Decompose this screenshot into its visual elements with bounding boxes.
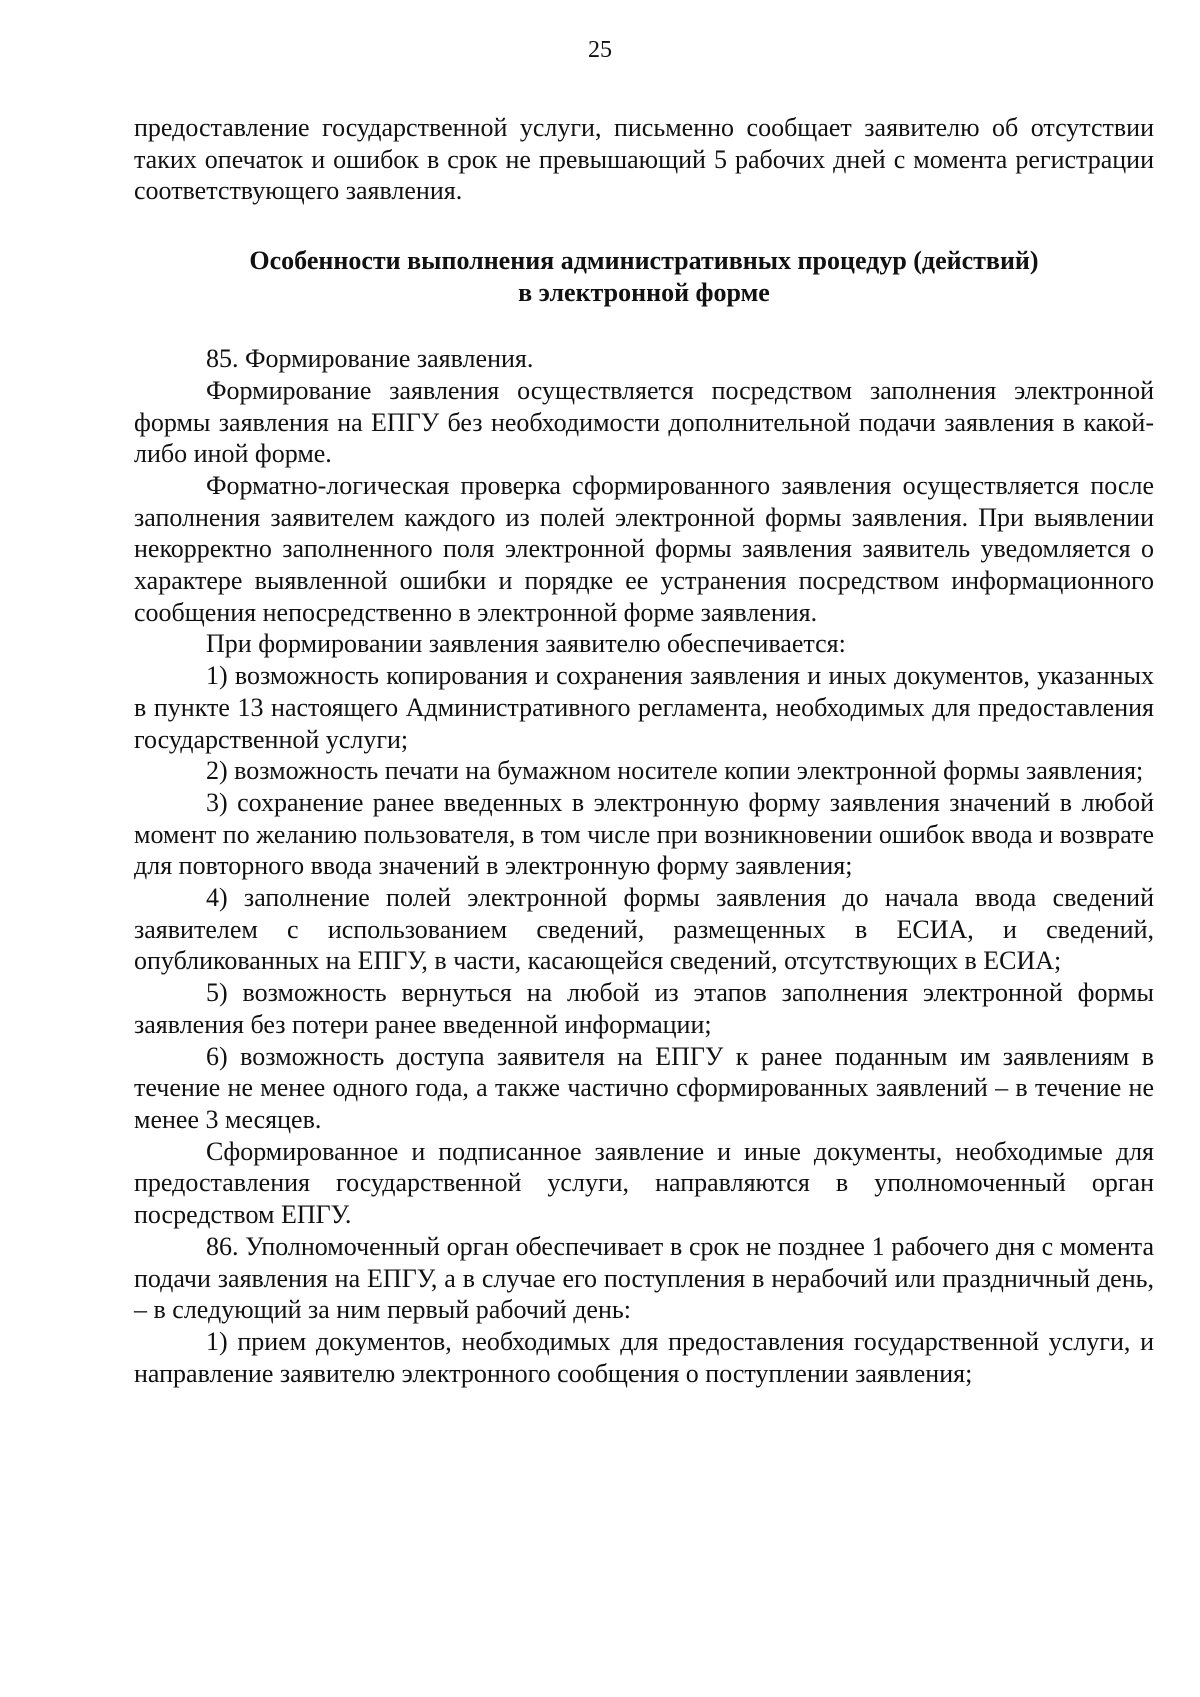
paragraph: При формировании заявления заявителю обеспечивается: (206, 629, 846, 659)
paragraph-86: 86. Уполномоченный орган обеспечивает в срок не позднее 1 рабочего дня с момента подачи заявления на ЕПГУ, а в случае его поступления в нерабочий или праздничный день, – в следующий за ним первый рабочий день: (134, 1231, 1154, 1325)
paragraph-85-title: 85. Формирование заявления. (206, 344, 534, 374)
list-item: 1) прием документов, необходимых для предоставления государственной услуги, и направление заявителю электронного сообщения о поступлении заявления; (134, 1326, 1154, 1388)
paragraph: Форматно-логическая проверка сформированного заявления осуществляется после заполнения заявителем каждого из полей электронной формы заявления. При выявлении некорректно заполненного поля электронной формы заявления заявитель уведомляется о характере выявленной ошибки и порядке ее устранения посредством информационного сообщения непосредственно в электронной форме заявления. (134, 470, 1154, 627)
list-item: 6) возможность доступа заявителя на ЕПГУ к ранее поданным им заявлениям в течение не менее одного года, а также частично сформированных заявлений – в течение не менее 3 месяцев. (134, 1041, 1154, 1134)
page-number: 25 (588, 37, 612, 63)
paragraph: Сформированное и подписанное заявление и иные документы, необходимые для предоставления государственной услуги, направляются в уполномоченный орган посредством ЕПГУ. (134, 1136, 1154, 1230)
page-content (134, 112, 1154, 1389)
paragraph: Формирование заявления осуществляется посредством заполнения электронной формы заявления на ЕПГУ без необходимости дополнительной подачи заявления в какой-либо иной форме. (134, 375, 1154, 469)
list-item: 5) возможность вернуться на любой из этапов заполнения электронной формы заявления без потери ранее введенной информации; (134, 978, 1154, 1039)
intro-paragraph: предоставление государственной услуги, письменно сообщает заявителю об отсутствии таких опечаток и ошибок в срок не превышающий 5 рабочих дней с момента регистрации соответствующего заявления. (134, 113, 1154, 206)
section-heading (134, 245, 1154, 309)
list-item: 4) заполнение полей электронной формы заявления до начала ввода сведений заявителем с использованием сведений, размещенных в ЕСИА, и сведений, опубликованных на ЕПГУ, в части, касающейся сведений, отсутствующих в ЕСИА; (134, 883, 1154, 976)
list-item: 1) возможность копирования и сохранения заявления и иных документов, указанных в пункте 13 настоящего Административного регламента, необходимых для предоставления государственной услуги; (134, 661, 1154, 754)
section-heading-line-2: в электронной форме (518, 278, 770, 308)
list-item: 2) возможность печати на бумажном носителе копии электронной формы заявления; (206, 756, 1144, 786)
list-item: 3) сохранение ранее введенных в электронную форму заявления значений в любой момент по желанию пользователя, в том числе при возникновении ошибок ввода и возврате для повторного ввода значений в электронную форму заявления; (134, 787, 1154, 881)
section-heading-line-1: Особенности выполнения административных процедур (действий) (249, 246, 1039, 276)
